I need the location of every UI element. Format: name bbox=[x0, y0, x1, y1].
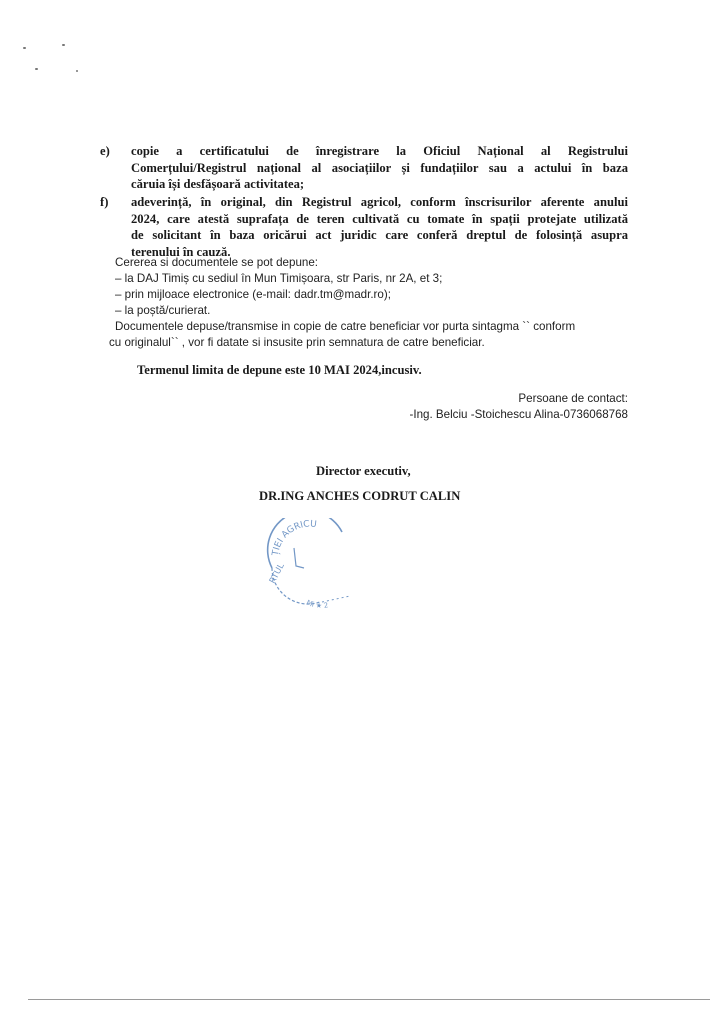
item-text-line: 2024, care atestă suprafața de teren cultivată cu tomate în spații protejate utilizată bbox=[131, 211, 628, 226]
signatory-title: Director executiv, bbox=[316, 464, 411, 478]
contact-person: -Ing. Belciu -Stoichescu Alina-0736068768 bbox=[409, 408, 628, 421]
submission-option-office: – la DAJ Timiș cu sediul în Mun Timișoara, str Paris, nr 2A, et 3; bbox=[115, 272, 443, 285]
deadline-statement: Termenul limita de depune este 10 MAI 2024,incusiv. bbox=[137, 363, 422, 377]
item-text-line: Comerțului/Registrul național al asociațiilor și fundațiilor sau a actului în baza bbox=[131, 160, 628, 175]
item-marker: f) bbox=[100, 195, 109, 209]
page-footer-rule bbox=[28, 999, 710, 1000]
item-text-line: copie a certificatului de înregistrare la Oficiul Național al Registrului bbox=[131, 144, 628, 158]
item-text-line: terenului în cauză. bbox=[131, 244, 231, 259]
submission-option-post: – la poștă/curierat. bbox=[115, 304, 211, 317]
item-marker: e) bbox=[100, 144, 110, 158]
submission-note-line: cu originalul`` , vor fi datate si insusite prin semnatura de catre beneficiar. bbox=[109, 336, 485, 349]
submission-note-line: Documentele depuse/transmise in copie de catre beneficiar vor purta sintagma `` conform bbox=[115, 320, 576, 333]
submission-option-email: – prin mijloace electronice (e-mail: dadr.tm@madr.ro); bbox=[115, 288, 391, 301]
item-text-line: căruia își desfășoară activitatea; bbox=[131, 177, 305, 192]
contact-heading: Persoane de contact: bbox=[518, 392, 628, 405]
stamp-text-left: RTUL bbox=[267, 561, 287, 586]
svg-text:Mi ★ 2 bbox=[305, 599, 329, 610]
requirement-item-f bbox=[100, 194, 628, 260]
submission-intro: Cererea si documentele se pot depune: bbox=[115, 256, 319, 269]
stamp-text-bottom: Mi ★ 2 bbox=[305, 598, 329, 610]
stamp-text-top: ȚIEI AGRICU bbox=[270, 519, 318, 557]
requirement-item-e bbox=[100, 143, 628, 193]
official-stamp bbox=[262, 518, 354, 610]
item-text-line: adeverință, în original, din Registrul agricol, conform înscrisurilor aferente anului bbox=[131, 195, 628, 209]
signatory-name: DR.ING ANCHES CODRUT CALIN bbox=[259, 489, 461, 503]
item-text-line: de solicitant în baza oricărui act juridic care conferă dreptul de folosință asupra bbox=[131, 228, 628, 243]
